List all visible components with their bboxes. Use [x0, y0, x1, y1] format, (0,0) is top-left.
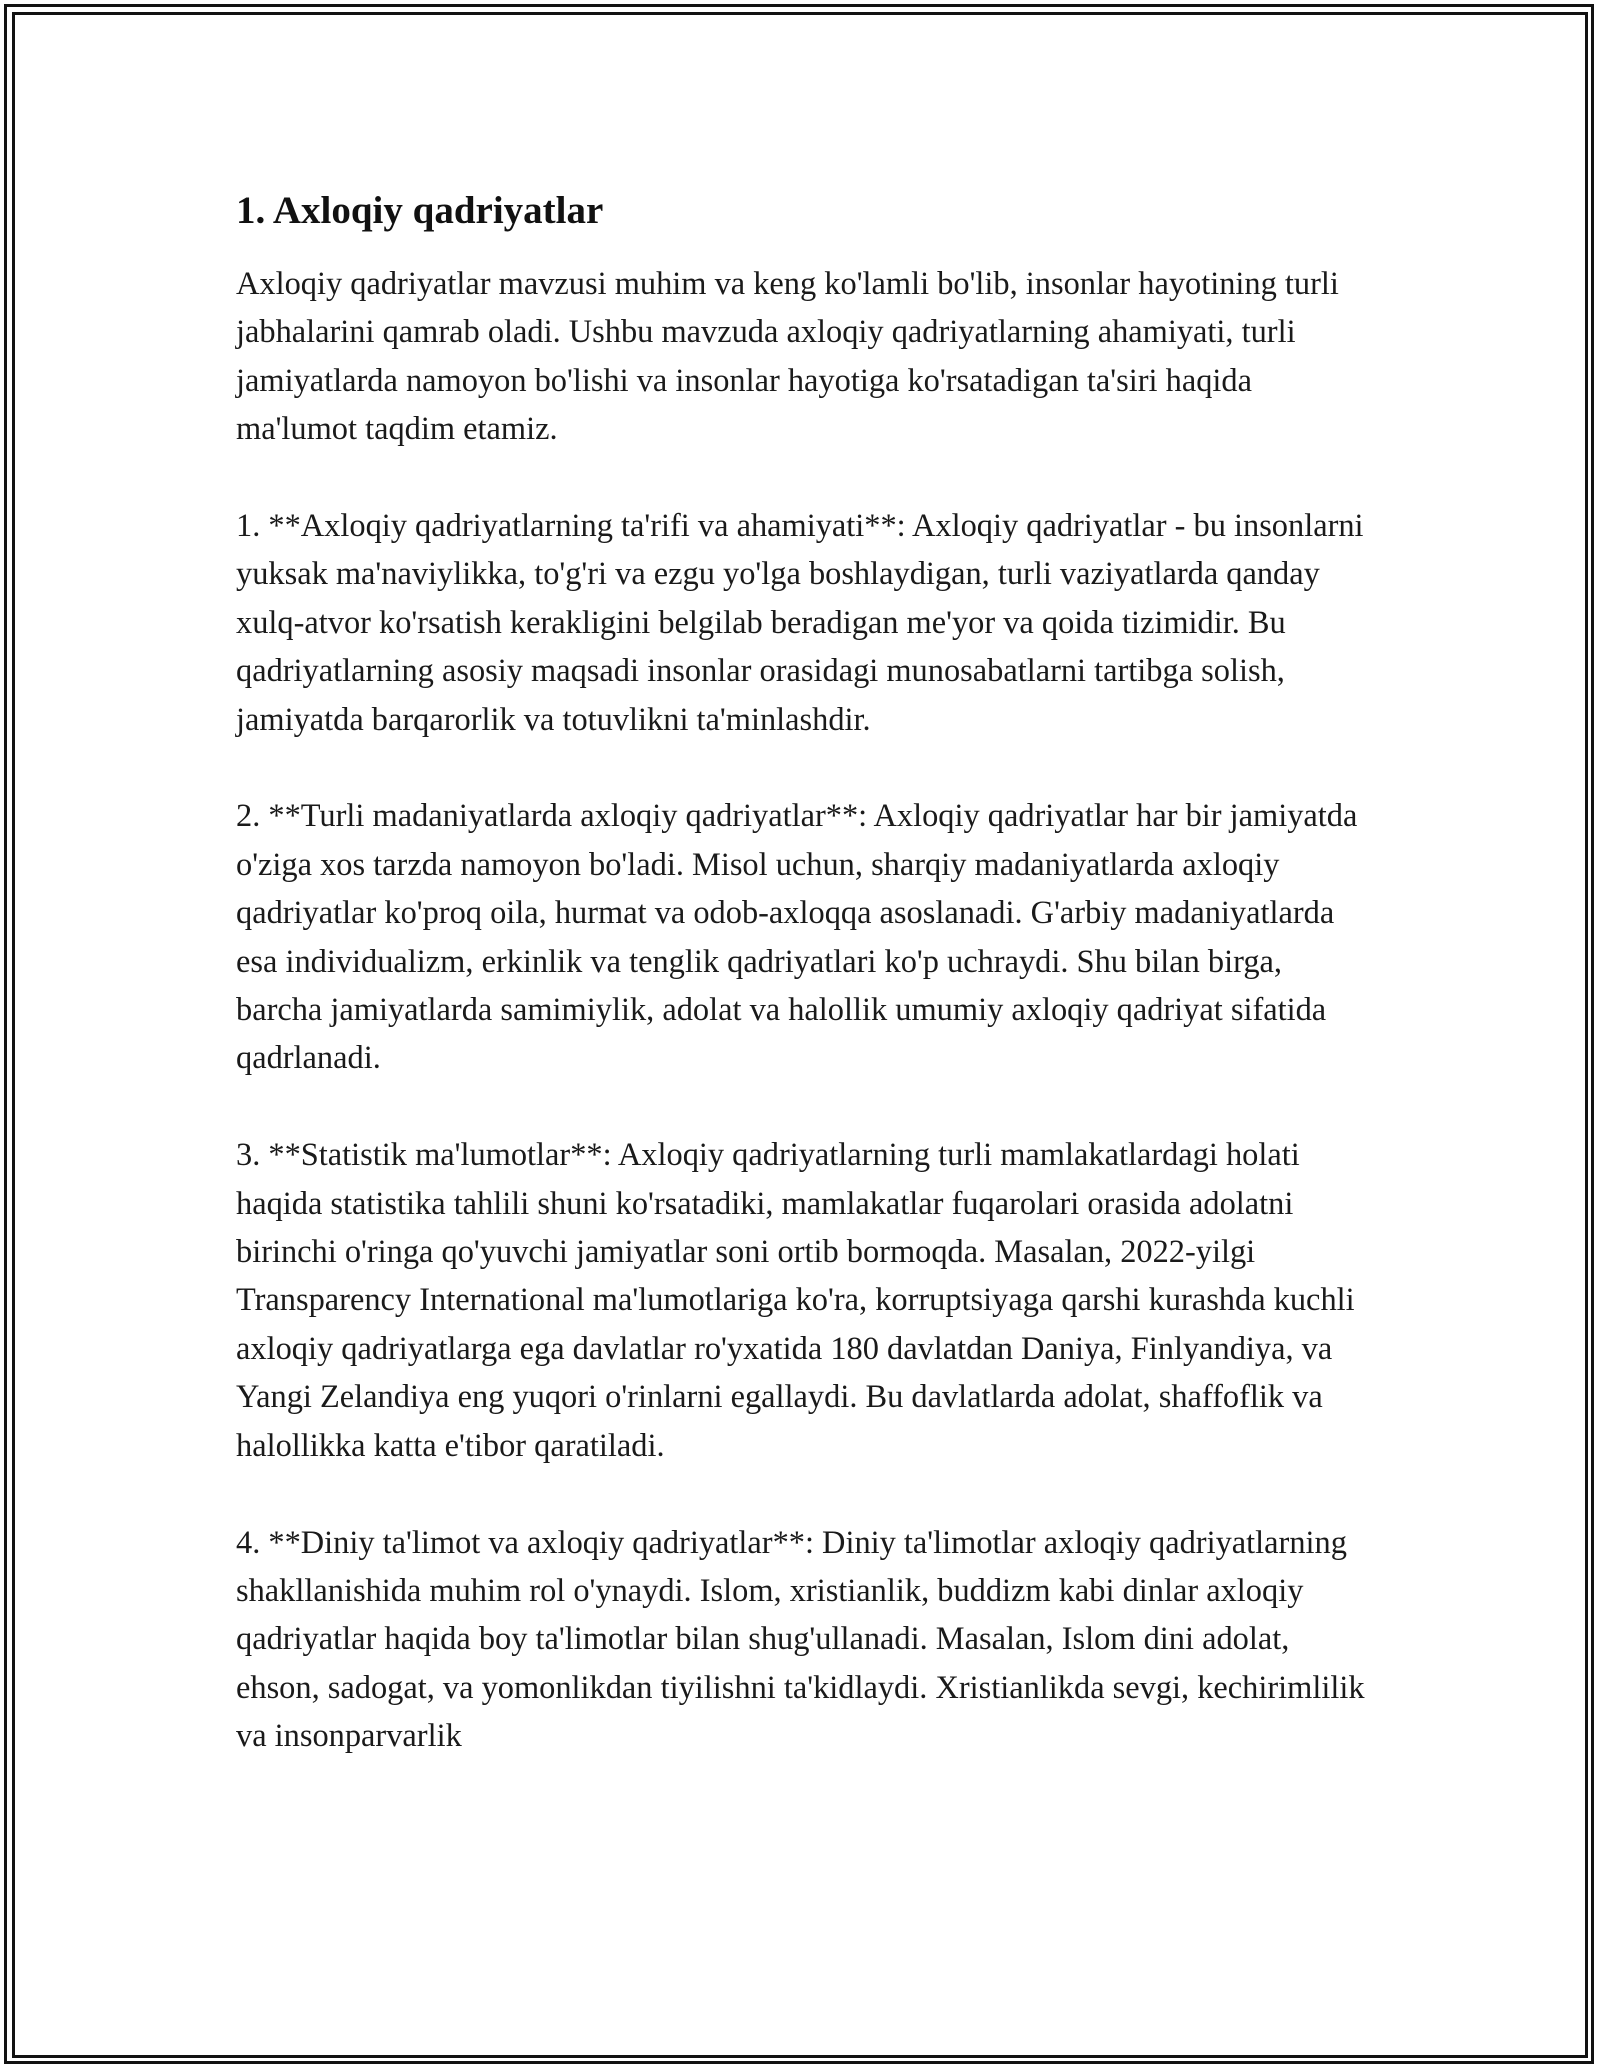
- paragraph-religion: 4. **Diniy ta'limot va axloqiy qadriyatlar**: Diniy ta'limotlar axloqiy qadriyatlarning shakllanishida muhim rol o'ynaydi. Islom, xristianlik, buddizm kabi dinlar axloqiy qadriyatlar haqida boy ta'limotlar bilan shug'ullanadi. Masalan, Islom dini adolat, ehson, sadogat, va yomonlikdan tiyilishni ta'kidlaydi. Xristianlikda sevgi, kechirimlilik va insonparvarlik: [236, 1524, 1365, 1755]
- paragraph-cultures: 2. **Turli madaniyatlarda axloqiy qadriyatlar**: Axloqiy qadriyatlar har bir jamiyatda o'ziga xos tarzda namoyon bo'ladi. Misol uchun, sharqiy madaniyatlarda axloqiy qadriyatlar ko'proq oila, hurmat va odob-axloqqa asoslanadi. G'arbiy madaniyatlarda esa individualizm, erkinlik va tenglik qadriyatlari ko'p uchraydi. Shu bilan birga, barcha jamiyatlarda samimiylik, adolat va halollik umumiy axloqiy qadriyat sifatida qadrlanadi.: [236, 798, 1358, 1077]
- document-page: [236, 186, 1376, 1809]
- paragraph-statistics: 3. **Statistik ma'lumotlar**: Axloqiy qadriyatlarning turli mamlakatlardagi holati haqida statistika tahlili shuni ko'rsatadiki, mamlakatlar fuqarolari orasida adolatni birinchi o'ringa qo'yuvchi jamiyatlar soni ortib bormoqda. Masalan, 2022-yilgi Transparency International ma'lumotlariga ko'ra, korruptsiyaga qarshi kurashda kuchli axloqiy qadriyatlarga ega davlatlar ro'yxatida 180 davlatdan Daniya, Finlyandiya, va Yangi Zelandiya eng yuqori o'rinlarni egallaydi. Bu davlatlarda adolat, shaffoflik va halollikka katta e'tibor qaratiladi.: [236, 1137, 1355, 1464]
- intro-paragraph: Axloqiy qadriyatlar mavzusi muhim va keng ko'lamli bo'lib, insonlar hayotining turli jabhalarini qamrab oladi. Ushbu mavzuda axloqiy qadriyatlarning ahamiyati, turli jamiyatlarda namoyon bo'lishi va insonlar hayotiga ko'rsatadigan ta'siri haqida ma'lumot taqdim etamiz.: [236, 266, 1339, 448]
- section-heading: 1. Axloqiy qadriyatlar: [236, 189, 604, 232]
- paragraph-definition: 1. **Axloqiy qadriyatlarning ta'rifi va ahamiyati**: Axloqiy qadriyatlar - bu insonlarni yuksak ma'naviylikka, to'g'ri va ezgu yo'lga boshlaydigan, turli vaziyatlarda qanday xulq-atvor ko'rsatish kerakligini belgilab beradigan me'yor va qoida tizimidir. Bu qadriyatlarning asosiy maqsadi insonlar orasidagi munosabatlarni tartibga solish, jamiyatda barqarorlik va totuvlikni ta'minlashdir.: [236, 508, 1364, 738]
